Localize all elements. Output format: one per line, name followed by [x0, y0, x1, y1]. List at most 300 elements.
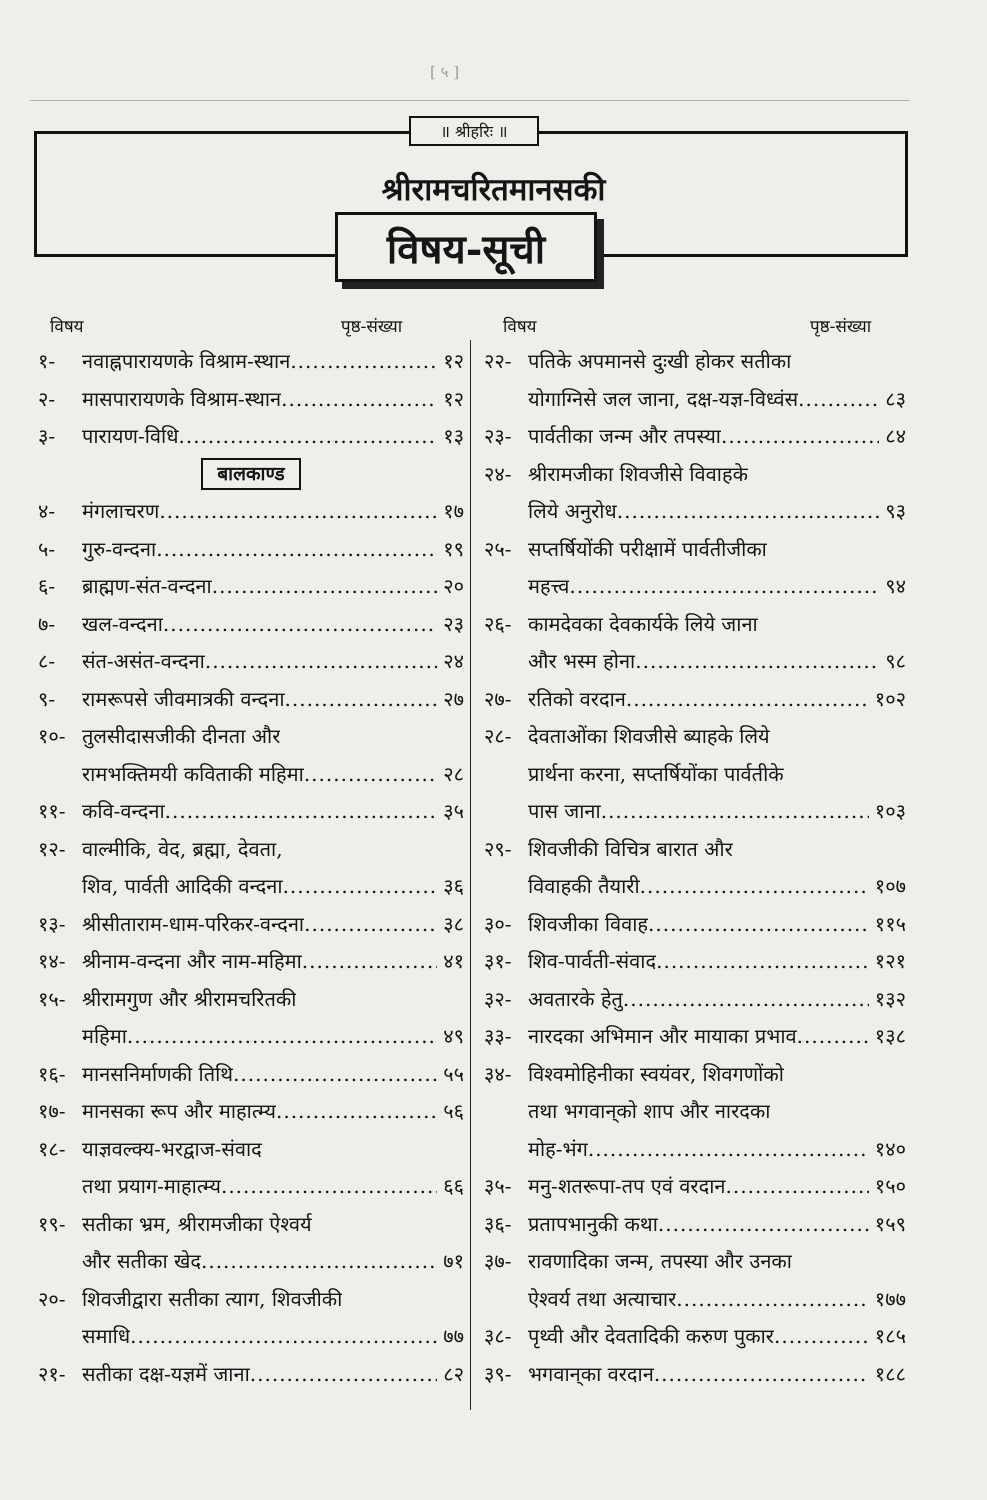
entry-body: [82, 606, 464, 644]
leader-dots: [201, 1243, 437, 1281]
entry-number: २९-: [484, 836, 512, 861]
entry-number: ३७-: [484, 1249, 512, 1273]
leader-dots: [283, 868, 438, 906]
top-rule: [30, 100, 910, 101]
entry-title: रामरूपसे जीवमात्रकी वन्दना: [82, 686, 285, 711]
toc-entry: [38, 343, 464, 381]
entry-title: शिव, पार्वती आदिकी वन्दना: [82, 874, 283, 898]
entry-title: योगाग्निसे जल जाना, दक्ष-यज्ञ-विध्वंस: [528, 386, 799, 411]
toc-entry: [38, 606, 464, 644]
entry-body: [82, 831, 464, 906]
page-number: १५९: [874, 1211, 906, 1236]
entry-title: तथा प्रयाग-माहात्म्य: [82, 1174, 221, 1198]
entry-title: ऐश्वर्य तथा अत्याचार: [528, 1286, 677, 1311]
right-page-header: पृष्ठ-संख्या: [810, 317, 872, 337]
page-number: १०३: [874, 799, 906, 823]
entry-number: ३८-: [484, 1324, 512, 1348]
page-number: ७७: [443, 1324, 464, 1348]
entry-number: २०-: [38, 1286, 66, 1311]
toc-entry: [484, 343, 906, 418]
entry-number: ३४-: [484, 1061, 512, 1086]
toc-entry: [484, 1168, 906, 1206]
entry-line: [82, 531, 464, 569]
entry-line: [528, 568, 906, 606]
toc-entry: [484, 718, 906, 831]
right-topic-header: विषय: [503, 317, 537, 337]
entry-body: [82, 1131, 464, 1206]
entry-title: महिमा: [82, 1024, 127, 1048]
entry-title: श्रीरामगुण और श्रीरामचरितकी: [82, 986, 297, 1011]
invocation-label: ॥ श्रीहरिः ॥: [409, 116, 539, 146]
entry-line: [528, 1243, 906, 1281]
entry-number: ३०-: [484, 911, 512, 936]
entry-line: [528, 418, 906, 456]
page-number: ५६: [443, 1099, 464, 1123]
entry-body: [528, 943, 906, 981]
entry-line: [82, 1056, 464, 1094]
toc-entry: [484, 906, 906, 944]
page-number: ११५: [874, 911, 906, 936]
entry-body: [528, 606, 906, 681]
entry-body: [528, 1356, 906, 1394]
left-page-header: पृष्ठ-संख्या: [341, 317, 403, 337]
entry-title: विवाहकी तैयारी: [528, 874, 640, 898]
entry-title: खल-वन्दना: [82, 611, 163, 636]
leader-dots: [212, 568, 437, 606]
entry-title: मासपारायणके विश्राम-स्थान: [82, 386, 282, 411]
page-number: १३२: [874, 986, 906, 1011]
leader-dots: [588, 1131, 869, 1169]
entry-body: [82, 1281, 464, 1356]
entry-number: ३६-: [484, 1211, 512, 1236]
page-number: ४१: [443, 949, 464, 973]
entry-body: [82, 793, 464, 831]
entry-title: याज्ञवल्क्य-भरद्वाज-संवाद: [82, 1136, 262, 1161]
entry-title: सतीका भ्रम, श्रीरामजीका ऐश्वर्य: [82, 1211, 312, 1236]
entry-body: [82, 681, 464, 719]
leader-dots: [127, 1018, 437, 1056]
entry-number: ३१-: [484, 949, 512, 973]
toc-entry: [484, 418, 906, 456]
entry-title: प्रार्थना करना, सप्तर्षियोंका पार्वतीके: [528, 761, 784, 786]
leader-dots: [159, 493, 437, 531]
leader-dots: [179, 418, 438, 456]
entry-line: [528, 531, 906, 569]
leader-dots: [617, 493, 879, 531]
leader-dots: [798, 381, 879, 419]
page-number: १३: [443, 424, 464, 448]
entry-number: १२-: [38, 836, 66, 861]
entry-title: पारायण-विधि: [82, 424, 179, 448]
page-number: १७: [443, 499, 464, 523]
entry-title: श्रीरामजीका शिवजीसे विवाहके: [528, 461, 748, 486]
entry-title: पार्वतीका जन्म और तपस्या: [528, 424, 721, 448]
entry-title: लिये अनुरोध: [528, 499, 617, 523]
entry-body: [528, 1056, 906, 1169]
entry-title: नवाह्नपारायणके विश्राम-स्थान: [82, 349, 291, 373]
entry-title: पास जाना: [528, 799, 601, 823]
page-number: २३: [443, 611, 464, 636]
toc-entry: [38, 718, 464, 793]
leader-dots: [130, 1318, 437, 1356]
toc-entry: [38, 493, 464, 531]
entry-line: [528, 606, 906, 644]
entry-number: २४-: [484, 461, 512, 486]
toc-entry: [484, 531, 906, 606]
toc-entry: [484, 1356, 906, 1394]
entry-line: [82, 1168, 464, 1206]
entry-number: ७-: [38, 611, 56, 636]
leader-dots: [601, 793, 869, 831]
entry-number: २८-: [484, 724, 512, 748]
entry-body: [528, 1206, 906, 1244]
entry-line: [528, 343, 906, 381]
leader-dots: [250, 1356, 437, 1394]
toc-entry: [38, 1056, 464, 1094]
leader-dots: [569, 568, 879, 606]
entry-line: [82, 943, 464, 981]
entry-title: गुरु-वन्दना: [82, 536, 157, 561]
entry-line: [528, 793, 906, 831]
entry-line: [528, 718, 906, 756]
toc-entry: [38, 1131, 464, 1206]
page-number: १३८: [874, 1024, 906, 1048]
entry-line: [528, 868, 906, 906]
entry-title: अवतारके हेतु: [528, 986, 623, 1011]
entry-body: [528, 1243, 906, 1318]
leader-dots: [276, 1093, 437, 1131]
toc-entry: [38, 1281, 464, 1356]
entry-line: [528, 831, 906, 869]
entry-number: ११-: [38, 799, 66, 823]
entry-body: [82, 981, 464, 1056]
entry-line: [528, 1018, 906, 1056]
leader-dots: [726, 1168, 869, 1206]
entry-line: [82, 418, 464, 456]
page-number: ६६: [443, 1174, 464, 1198]
entry-line: [82, 493, 464, 531]
entry-body: [528, 531, 906, 606]
page-number: १८५: [874, 1324, 906, 1348]
entry-body: [82, 1093, 464, 1131]
page-number: १०२: [874, 686, 906, 711]
entry-title: ब्राह्मण-संत-वन्दना: [82, 574, 212, 598]
entry-body: [528, 1018, 906, 1056]
page-number: १२१: [874, 949, 906, 973]
entry-title: प्रतापभानुकी कथा: [528, 1211, 658, 1236]
entry-line: [82, 1281, 464, 1319]
entry-body: [528, 718, 906, 831]
entry-body: [82, 568, 464, 606]
page-number: ३८: [443, 911, 464, 936]
entry-number: ४-: [38, 499, 56, 523]
page-number: ३५: [443, 799, 464, 823]
entry-number: २१-: [38, 1361, 66, 1386]
entry-line: [528, 756, 906, 794]
leader-dots: [304, 906, 437, 944]
toc-entry: [484, 1056, 906, 1169]
entry-title: शिवजीका विवाह: [528, 911, 649, 936]
entry-line: [82, 1243, 464, 1281]
entry-line: [528, 981, 906, 1019]
leader-dots: [285, 681, 438, 719]
entry-title: रतिको वरदान: [528, 686, 626, 711]
entry-number: ९-: [38, 686, 56, 711]
entry-line: [82, 1131, 464, 1169]
entry-line: [82, 793, 464, 831]
entry-number: २३-: [484, 424, 512, 448]
page-number: ३६: [443, 874, 464, 898]
entry-line: [528, 1281, 906, 1319]
section-label: बालकाण्ड: [201, 458, 300, 490]
leader-dots: [623, 981, 869, 1019]
leader-dots: [654, 1356, 869, 1394]
entry-line: [528, 1318, 906, 1356]
toc-entry: [484, 606, 906, 681]
page-number: ७१: [443, 1249, 464, 1273]
entry-line: [82, 1318, 464, 1356]
leader-dots: [302, 943, 437, 981]
entry-number: ३३-: [484, 1024, 512, 1048]
leader-dots: [797, 1018, 869, 1056]
entry-line: [528, 456, 906, 494]
page-number: ८३: [885, 386, 906, 411]
toc-entry: [38, 793, 464, 831]
entry-body: [528, 1168, 906, 1206]
entry-title: और सतीका खेद: [82, 1249, 201, 1273]
entry-title: कामदेवका देवकार्यके लिये जाना: [528, 611, 758, 636]
entry-line: [528, 643, 906, 681]
entry-title: शिव-पार्वती-संवाद: [528, 949, 657, 973]
page-number: २७: [443, 686, 464, 711]
entry-number: २५-: [484, 536, 512, 561]
entry-title: मानसका रूप और माहात्म्य: [82, 1099, 276, 1123]
entry-number: १५-: [38, 986, 66, 1011]
entry-number: ६-: [38, 574, 56, 598]
entry-line: [82, 381, 464, 419]
entry-body: [82, 418, 464, 456]
page-number: १७७: [874, 1286, 906, 1311]
entry-body: [82, 493, 464, 531]
entry-line: [82, 981, 464, 1019]
toc-entry: [484, 831, 906, 906]
entry-number: ३२-: [484, 986, 512, 1011]
page-number: १२: [443, 349, 464, 373]
toc-entry: [484, 1206, 906, 1244]
entry-number: १९-: [38, 1211, 66, 1236]
entry-title: विश्वमोहिनीका स्वयंवर, शिवगणोंको: [528, 1061, 784, 1086]
entry-title: रावणादिका जन्म, तपस्या और उनका: [528, 1249, 792, 1273]
entry-number: ५-: [38, 536, 56, 561]
entry-line: [82, 1093, 464, 1131]
entry-body: [82, 906, 464, 944]
page-number: ८४: [885, 424, 906, 448]
entry-line: [528, 943, 906, 981]
toc-entry: [484, 681, 906, 719]
page-number: २८: [443, 761, 464, 786]
entry-line: [82, 568, 464, 606]
entry-line: [528, 906, 906, 944]
leader-dots: [233, 1056, 437, 1094]
toc-entry: [484, 981, 906, 1019]
leader-dots: [648, 906, 869, 944]
book-title: श्रीरामचरितमानसकी: [381, 172, 606, 208]
entry-number: १३-: [38, 911, 66, 936]
entry-line: [82, 718, 464, 756]
entry-title: नारदका अभिमान और मायाका प्रभाव: [528, 1024, 797, 1048]
leader-dots: [165, 793, 438, 831]
entry-line: [82, 681, 464, 719]
entry-title: शिवजीकी विचित्र बारात और: [528, 836, 733, 861]
entry-body: [528, 681, 906, 719]
entry-title: रामभक्तिमयी कविताकी महिमा: [82, 761, 304, 786]
entry-line: [528, 681, 906, 719]
folio-number: [ ५ ]: [430, 63, 460, 81]
toc-entry: [38, 831, 464, 906]
entry-title: तथा भगवान्‌को शाप और नारदका: [528, 1099, 771, 1123]
entry-title: तुलसीदासजीकी दीनता और: [82, 724, 281, 748]
entry-title: पृथ्वी और देवतादिकी करुण पुकार: [528, 1324, 774, 1348]
entry-body: [82, 1356, 464, 1394]
entry-line: [82, 1356, 464, 1394]
leader-dots: [205, 643, 437, 681]
page-number: १४०: [874, 1136, 906, 1161]
entry-body: [528, 1318, 906, 1356]
entry-body: [82, 343, 464, 381]
entry-title: सप्तर्षियोंकी परीक्षामें पार्वतीजीका: [528, 536, 767, 561]
entry-number: २६-: [484, 611, 512, 636]
entry-title: कवि-वन्दना: [82, 799, 165, 823]
entry-number: १-: [38, 349, 56, 373]
toc-entry: [484, 1243, 906, 1318]
left-column: [38, 343, 464, 1393]
entry-number: ३९-: [484, 1361, 512, 1386]
page-number: १२: [443, 386, 464, 411]
page-number: ९८: [885, 649, 906, 673]
entry-line: [82, 868, 464, 906]
leader-dots: [658, 1206, 869, 1244]
leader-dots: [163, 606, 437, 644]
entry-line: [82, 643, 464, 681]
leader-dots: [640, 868, 869, 906]
page-number: ५५: [443, 1061, 464, 1086]
entry-title: समाधि: [82, 1324, 131, 1348]
entry-line: [82, 1018, 464, 1056]
entry-title: महत्त्व: [528, 574, 570, 598]
entry-title: मोह-भंग: [528, 1136, 588, 1161]
leader-dots: [721, 418, 879, 456]
entry-number: १४-: [38, 949, 66, 973]
entry-number: २२-: [484, 349, 512, 373]
contents-heading: विषय-सूची: [335, 212, 597, 282]
entry-line: [82, 606, 464, 644]
entry-line: [528, 1356, 906, 1394]
entry-body: [528, 831, 906, 906]
entry-number: २-: [38, 386, 56, 411]
column-divider: [470, 340, 471, 1410]
page-number: २०: [443, 574, 464, 598]
entry-line: [528, 1168, 906, 1206]
entry-line: [82, 343, 464, 381]
entry-number: २७-: [484, 686, 512, 711]
entry-body: [528, 418, 906, 456]
toc-entry: [38, 531, 464, 569]
entry-title: मानसनिर्माणकी तिथि: [82, 1061, 234, 1086]
toc-entry: [38, 643, 464, 681]
entry-title: और भस्म होना: [528, 649, 636, 673]
right-column: [484, 343, 906, 1393]
toc-entry: [38, 1206, 464, 1281]
leader-dots: [281, 381, 437, 419]
page-number: ८२: [443, 1361, 464, 1386]
toc-entry: [38, 906, 464, 944]
entry-line: [528, 493, 906, 531]
entry-body: [82, 531, 464, 569]
entry-number: १७-: [38, 1099, 66, 1123]
entry-number: १०-: [38, 724, 66, 748]
leader-dots: [304, 756, 437, 794]
toc-entry: [484, 1318, 906, 1356]
entry-body: [82, 1206, 464, 1281]
entry-body: [82, 718, 464, 793]
leader-dots: [221, 1168, 437, 1206]
page-number: ९३: [885, 499, 906, 523]
left-topic-header: विषय: [50, 317, 84, 337]
entry-title: देवताओंका शिवजीसे ब्याहके लिये: [528, 724, 770, 748]
entry-title: भगवान्‌का वरदान: [528, 1361, 654, 1386]
entry-line: [528, 1131, 906, 1169]
toc-entry: [38, 981, 464, 1056]
leader-dots: [635, 643, 879, 681]
entry-line: [82, 906, 464, 944]
page-number: ९४: [885, 574, 906, 598]
entry-title: मनु-शतरूपा-तप एवं वरदान: [528, 1174, 726, 1198]
toc-entry: [38, 418, 464, 456]
entry-line: [528, 1093, 906, 1131]
toc-entry: [38, 943, 464, 981]
page-number: १८८: [874, 1361, 906, 1386]
entry-number: ३-: [38, 424, 56, 448]
entry-title: पतिके अपमानसे दुःखी होकर सतीका: [528, 349, 792, 373]
page-number: १०७: [874, 874, 906, 898]
entry-body: [528, 343, 906, 418]
toc-entry: [38, 381, 464, 419]
entry-body: [82, 381, 464, 419]
entry-body: [82, 643, 464, 681]
toc-entry: [38, 1356, 464, 1394]
page-number: १५०: [874, 1174, 906, 1198]
page-number: ४९: [443, 1024, 464, 1048]
entry-title: शिवजीद्वारा सतीका त्याग, शिवजीकी: [82, 1286, 343, 1311]
entry-title: श्रीनाम-वन्दना और नाम-महिमा: [82, 949, 302, 973]
leader-dots: [774, 1318, 869, 1356]
entry-number: ३५-: [484, 1174, 512, 1198]
entry-body: [528, 981, 906, 1019]
page-number: २४: [443, 649, 464, 673]
entry-number: १६-: [38, 1061, 66, 1086]
toc-entry: [484, 1018, 906, 1056]
entry-number: ८-: [38, 649, 56, 673]
entry-title: संत-असंत-वन्दना: [82, 649, 205, 673]
entry-body: [528, 456, 906, 531]
leader-dots: [676, 1281, 869, 1319]
entry-number: १८-: [38, 1136, 66, 1161]
entry-line: [82, 831, 464, 869]
entry-title: श्रीसीताराम-धाम-परिकर-वन्दना: [82, 911, 305, 936]
leader-dots: [156, 531, 437, 569]
leader-dots: [626, 681, 869, 719]
entry-body: [82, 943, 464, 981]
